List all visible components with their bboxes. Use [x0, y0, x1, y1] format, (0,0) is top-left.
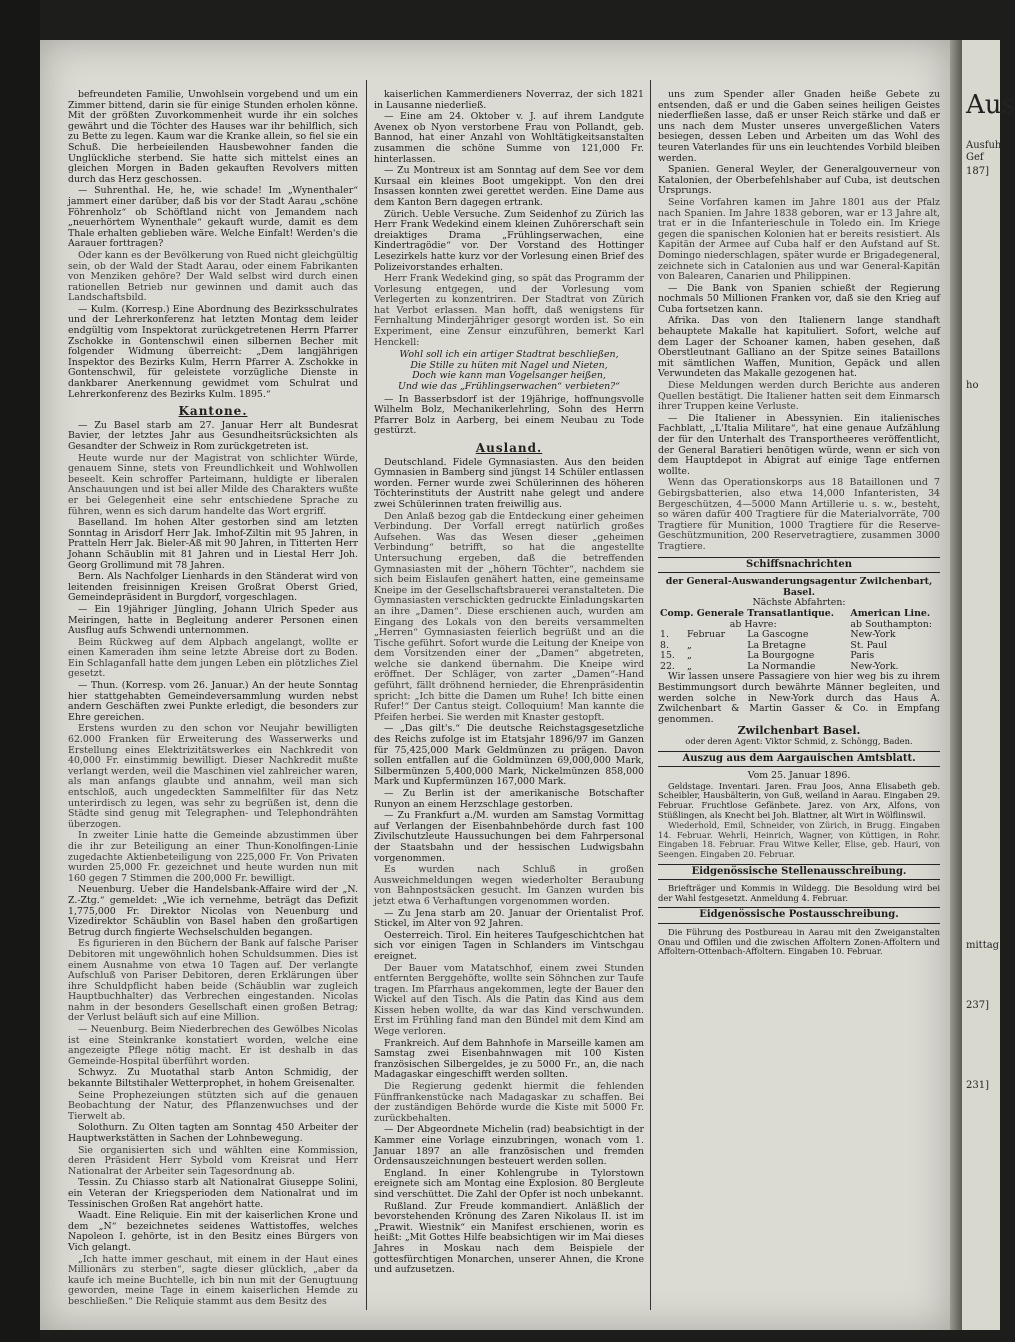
article-text: — Thun. (Korresp. vom 26. Januar.) An der heute Sonntag hier stattgehabten Gemeindeversammlung wurden nebst andern Geschäften zwei Punkte erledigt, die besonders zur Ehre gereichen. — [68, 680, 358, 723]
article-text: — Die Bank von Spanien schießt der Regierung nochmals 50 Millionen Franken vor, daß sie den Krieg auf Cuba fortsetzen kann. — [658, 282, 940, 315]
article-text: Heute wurde nur der Magistrat von schlichter Würde, genauem Sinne, stets von Freundlichkeit und Wohlwollen beseelt. Kein schroffer Parteimann, huldigte er liberalen Anschauungen und ist bei aller Milde des Charakters wußte er bei Gelegenheit eine sehr entschiedene Sprache zu führen, wenn es sich darum handelte das Wort ergriff. — [68, 452, 358, 517]
article-text: Bern. Als Nachfolger Lienhards in den Ständerat wird von leitenden freisinnigen Kreisen Großrat Oberst Gried, Gemeindepräsident in Burgdorf, vorgeschlagen. — [68, 571, 358, 604]
section-heading-kantone: Kantone. — [178, 404, 248, 419]
table-cell: La Gascogne — [747, 629, 809, 641]
post-text: Die Führung des Postbureau in Aarau mit den Zweiganstalten Onau und Offilen und die zwischen Affoltern Zonen-Affoltern und Affoltern-Ottenbach-Affoltern. Eingaben 10. Februar. — [658, 926, 940, 957]
article-text: Diese Meldungen werden durch Berichte aus anderen Quellen bestätigt. Die Italiener hatten seit dem Einmarsch ihrer Truppen keine Verluste. — [658, 380, 940, 413]
article-text: — Zu Basel starb am 27. Januar Herr alt Bundesrat Bavier, der letztes Jahr aus Gesundheitsrücksichten als Gesandter der Schweiz in Rom zurückgetreten ist. — [68, 419, 358, 452]
article-text: Baselland. Im hohen Alter gestorben sind am letzten Sonntag in Arisdorf Herr Jak. Imhof-Ziltin mit 95 Jahren, in Pratteln Herr Jak. Bieler-Aß mit 90 Jahren, in Titterten Herr Johann Schäublin mit 81 Jahren und in Liestal Herr Joh. Georg Grollimund mit 78 Jahren. — [68, 517, 358, 571]
article-text: Spanien. General Weyler, der Generalgouverneur von Katalonien, der Oberbefehlshaber auf Cuba, ist deutschen Ursprungs. — [658, 164, 940, 197]
page-fragment-text: 231] — [966, 1080, 989, 1091]
article-text: Tessin. Zu Chiasso starb alt Nationalrat Giuseppe Solini, ein Veteran der Kriegsperioden dem Nationalrat und im Tessinischen Großen Rat angehört hatte. — [68, 1177, 358, 1210]
article-text: Der Bauer vom Matatschhof, einem zwei Stunden entfernten Berggehöfte, wollte sein Söhnchen zur Taufe tragen. Im Pfarrhaus angekommen, legte der Bauer den Wickel auf den Tisch. Als die Patin das Kind aus dem Kissen heben wollte, da war das Kind verschwunden. Erst im Frühling fand man den Bündel mit dem Kind am Wege verloren. — [374, 962, 644, 1038]
shipping-footer: Zwilchenbart Basel. — [737, 724, 861, 738]
article-text: Seine Vorfahren kamen im Jahre 1801 aus der Pfalz nach Spanien. Im Jahre 1838 geboren, war er 13 Jahre alt, trat er in die Infanterieschule in Toledo ein. Im Kriege gegen die spanischen Kolonien hat er bereits resistiert. Als Kapitän der Armee auf Cuba half er den Aufstand auf St. Domingo niederschlagen, später wurde er Brigadegeneral, zeichnete sich in Catalonien aus und war General-Kapitän von Balearen, Canarien und Philippinen. — [658, 196, 940, 283]
newspaper-page — [40, 40, 950, 1330]
article-text: — In Basserbsdorf ist der 19jährige, hoffnungsvolle Wilhelm Bolz, Mechanikerlehrling, Sohn des Herrn Pfarrer Bolz in Aarberg, bei einem Neubau zu Tode gestürzt. — [374, 393, 644, 437]
page-fragment-text: mittag — [966, 940, 1000, 951]
article-text: — Ein 19jähriger Jüngling, Johann Ulrich Speder aus Meiringen, hatte in Begleitung anderer Personen einen Ausflug aufs Schwendi unternommen. — [68, 603, 358, 637]
article-text: Seine Prophezeiungen stützten sich auf die genauen Beobachtung der Natur, des Pflanzenwuchses und der Tierwelt ab. — [68, 1089, 358, 1122]
column-rule — [650, 80, 651, 1310]
article-text: — Der Abgeordnete Michelin (rad) beabsichtigt in der Kammer eine Vorlage einzubringen, wonach vom 1. Januar 1897 an alle französischen und fremden Ordensauszeichnungen besteuert werden sollen. — [374, 1124, 644, 1168]
article-text: Deutschland. Fidele Gymnasiasten. Aus den beiden Gymnasien in Bamberg sind jüngst 14 Schüler entlassen worden. Ferner wurde zwei Schülerinnen des höheren Töchterinstituts der Austritt nahe gelegt und andere zwei Schülerinnen traten freiwillig aus. — [374, 456, 644, 510]
column-rule — [366, 80, 367, 1310]
amtsblatt-text: Geldstage. Inventari. Jaren. Frau Joos, Anna Elisabeth geb. Scheibler, Hausbälterin, von Guß, weiland in Aarau. Eingaben 29. Februar. Fruchtlose Gefänbete. Jarez. von Arx, Alfons, von Stüßlingen, als Knecht bei Joh. Blattner, alt Wirt in Wölflinswil. — [658, 780, 940, 820]
adjacent-page-fragment — [962, 40, 1015, 1330]
article-text: — „Das gilt's.“ Die deutsche Reichstagsgesetzliche des Reichs zufolge ist im Etatsjahr 1896/97 im Ganzen für 75,425,000 Mark Geldmünzen zu prägen. Davon sollen entfallen auf die Goldmünzen 69,000,000 Mark, Silbermünzen 5,400,000 Mark, Nickelmünzen 858,000 Mark und Kupfermünzen 167,000 Mark. — [374, 723, 644, 788]
article-text: — Zu Berlin ist der amerikanische Botschafter Runyon an einem Herzschlage gestorben. — [374, 788, 644, 810]
article-text: Frankreich. Auf dem Bahnhofe in Marseille kamen am Samstag zwei Eisenbahnwagen mit 100 Kisten französischen Silbergeldes, je zu 5000 Fr., an, die nach Madagaskar eingeschifft werden sollten. — [374, 1037, 644, 1081]
table-cell: New-York. — [850, 660, 899, 672]
shipping-next-departures: Nächste Abfahrten: — [752, 597, 846, 609]
column-3 — [658, 90, 940, 1320]
column-2 — [374, 90, 644, 1320]
article-text: Schwyz. Zu Muotathal starb Anton Schmidig, der bekannte Biltstihaler Wetterprophet, in hohem Greisenalter. — [68, 1067, 358, 1090]
article-text: Es wurden nach Schluß in großen Ausweichmeldungen wegen wiederholter Beraubung von Bahnpostsäcken gesucht. Im Ganzen wurden bis jetzt etwa 6 Verhaftungen vorgenommen worden. — [374, 864, 644, 907]
article-text: — Die Italiener in Abessynien. Ein italienisches Fachblatt, „L'Italia Militare“, hat eine genaue Aufzählung der für den Unterhalt des Transportheeres veröffentlicht, der General Baratieri benötigen würde, wenn er sich von dem Hauptdepot in Abigrat auf einige Tage entfernen wollte. — [658, 412, 940, 477]
shipping-line: Comp. Generale Transatlantique. — [660, 607, 835, 619]
table-cell: La Normandie — [747, 660, 816, 672]
article-text: Oder kann es der Bevölkerung von Rued nicht gleichgültig sein, ob der Wald der Stadt Aarau, oder einem Fabrikanten von Menziken gehöre? Der Wald selbst wird durch einen rationellen Betrieb nur gewinnen und damit auch das Landschaftsbild. — [68, 249, 358, 304]
table-cell: St. Paul — [850, 639, 888, 651]
article-text: Wenn das Operationskorps aus 18 Bataillonen und 7 Gebirgsbatterien, also etwa 14,000 Infanteristen, 34 Bergeschützen, 4—5000 Mann Artillerie u. s. w., besteht, so wären dafür 400 Tragtiere für die Materialvorräte, 700 Tragtiere für Munition, 1000 Tragtiere für die Reserve-Geschützmunition, 200 Reservetragtiere, zusammen 3000 Tragtiere. — [658, 477, 940, 552]
page-fragment-text: Ausfuhr — [966, 140, 1007, 151]
amtsblatt-text: Wiederhold, Emil, Schneider, von Zürich, in Brugg. Eingaben 14. Februar. Wehrli, Heinrich, Wagner, von Küttigen, in Rohr. Eingaben 18. Februar. Frau Witwe Keller, Elise, geb. Hauri, von Seengen. Eingaben 20. Februar. — [658, 820, 940, 859]
shipping-port: ab Havre: — [729, 618, 777, 630]
poem-line: Und wie das „Frühlingserwachen“ verbieten?“ — [398, 381, 620, 393]
article-text: — Eine am 24. Oktober v. J. auf ihrem Landgute Avenex ob Nyon verstorbene Frau von Pollandt, geb. Bannod, hat einer Anzahl von Wohltätigkeitsanstalten zusammen die schöne Summe von 121,000 Fr. hinterlassen. — [374, 111, 644, 165]
table-cell: La Bourgogne — [747, 650, 815, 662]
poem-line: Die Stille zu hüten mit Nagel und Nieten, — [410, 359, 608, 371]
section-heading-ausland: Ausland. — [475, 441, 543, 455]
shipping-notice-title: Schiffsnachrichten — [658, 557, 940, 574]
column-1 — [68, 90, 358, 1320]
scan-border — [0, 0, 40, 1342]
page-fragment-text: 237] — [966, 1000, 989, 1011]
table-cell: 8. — [660, 639, 669, 651]
table-cell: La Bretagne — [747, 639, 806, 651]
article-text: Den Anlaß bezog gab die Entdeckung einer geheimen Verbindung. Der Vorfall erregt natürlich großes Aufsehen. Was das Wesen dieser „geheimen Verbindung“ betrifft, so hat die angestellte Untersuchung ergeben, daß die betreffenden Gymnasiasten mit der „höhern Töchter“, nachdem sie sich beim Eislaufen genähert hatten, eine gemeinsame Kneipe im der Gesellschaftsbrauerei veranstalteten. Die Gymnasiasten verschickten gedruckte Einladungskarten an ihre „Damen“. Diese erschienen auch, wurden am Eingang des Lokals von den bereits versammelten „Herren“ Gymnasiasten feierlich begrüßt und an die Tische geführt. Sofort wurde die Leitung der Kneipe von dem Vorsitzenden einer der „Damen“ abgetreten, welche sie dankend übernahm. Die Kneipe wird eröffnet. Der Schläger, von zarter „Damen“-Hand geführt, fällt dröhnend hernieder, die Ehrenpräsidentin spricht: „Ich bitte die Damen um Ruhe! Ich bitte einen Rufer!“ Der Cantus steigt. Colloquium! Man kannte die Pfeifen herbei. Sie werden mit Knaster gestopft. — [374, 510, 644, 723]
amtsblatt-date: Vom 25. Januar 1896. — [747, 770, 851, 782]
stellen-title: Eidgenössische Stellenausschreibung. — [658, 864, 940, 881]
article-text: — Zu Jena starb am 20. Januar der Orientalist Prof. Stickel, im Alter von 92 Jahren. — [374, 907, 644, 930]
article-text: Neuenburg. Ueber die Handelsbank-Affaire wird der „N. Z.-Ztg.“ gemeldet: „Wie ich vernehme, beträgt das Defizit 1,775,000 Fr. Direktor Nicolas von Neuenburg und Vizedirektor Schäublin von Basel haben den großartigen Betrug durch fingierte Wechselschulden begangen. — [68, 884, 358, 938]
article-text: kaiserlichen Kammerdieners Noverraz, der sich 1821 in Lausanne niederließ. — [374, 89, 644, 111]
page-fragment-text: 187] — [966, 166, 989, 177]
table-cell: New-York — [850, 629, 896, 641]
shipping-agent: oder deren Agent: Viktor Schmid, z. Schöngg, Baden. — [685, 736, 913, 747]
table-cell: 22. — [660, 660, 675, 672]
table-cell: „ — [687, 639, 692, 651]
article-text: uns zum Spender aller Gnaden heiße Gebete zu entsenden, daß er und die Gaben seines heiligen Geistes niederfließen lasse, daß er unser Reich stärke und daß er uns nach dem Muster unseres unvergeßlichen Vaters besiegen, dessen Leben und Arbeiten um das Wohl des teuren Vaterlandes für uns ein leuchtendes Vorbild bleiben werden. — [658, 89, 940, 164]
article-text: — Zu Frankfurt a./M. wurden am Samstag Vormittag auf Verlangen der Eisenbahnbehörde durch fast 100 Zivilschutzleute Haussuchungen bei dem Fahrpersonal der Staatsbahn und der hessischen Ludwigsbahn vorgenommen. — [374, 810, 644, 864]
article-text: Die Regierung gedenkt hiermit die fehlenden Fünffrankenstücke nach Madagaskar zu schaffen. Bei der zuständigen Behörde wurde die Kiste mit 5000 Fr. zurückbehalten. — [374, 1081, 644, 1124]
table-cell: 15. — [660, 650, 675, 662]
article-text: Sie organisierten sich und wählten eine Kommission, deren Präsident Herr Sybold vom Kreisrat und Herr Nationalrat der Arbeiter sein Tagesordnung ab. — [68, 1144, 358, 1177]
shipping-line: American Line. — [850, 607, 931, 619]
article-text: Beim Rückweg auf dem Alpbach angelangt, wollte er einen Kameraden ihm seine letzte Abreise dort zu Boden. Ein Schlaganfall hatte dem jungen Leben ein plötzliches Ziel gesetzt. — [68, 636, 358, 680]
article-text: Oesterreich. Tirol. Ein heiteres Taufgeschichtchen hat sich vor einigen Tagen in Schlanders im Vintschgau ereignet. — [374, 929, 644, 962]
shipping-table — [658, 609, 940, 673]
page-edge — [950, 40, 962, 1330]
article-text: Es figurieren in den Büchern der Bank auf falsche Pariser Debitoren mit ungewöhnlich hohen Schuldsummen. Dies ist einem Ausnahme von etwa 10 Tagen auf. Der verlangte Aufschluß von Pariser Debitoren, deren Erklärungen über ihre Schuldpflicht haben beide (Schäublin war zugleich Hauptbuchhalter) das Verbrechen eingestanden. Nicolas nahm in der besonders Gesellschaft einen großen Betrag; der Verlust beläuft sich auf eine Million. — [68, 938, 358, 1024]
table-cell: Paris — [850, 650, 875, 662]
article-text: Afrika. Das von den Italienern lange standhaft behauptete Makalle hat kapituliert. Sofort, welche auf dem Lager der Schoaner kamen, haben gesehen, daß Oberstleutnant Galliano an der Spitze seines Bataillons mit sämtlichen Waffen, Munition, Gepäck und allen Verwundeten das Makalle gezogenen hat. — [658, 315, 940, 380]
shipping-note: Wir lassen unsere Passagiere von hier weg bis zu ihrem Bestimmungsort durch bewährte Männer begleiten, und werden solche in New-York durch das Haus A. Zwilchenbart & Martin Gasser & Co. in Empfang genommen. — [658, 671, 940, 725]
table-cell: „ — [687, 660, 692, 672]
table-cell: Februar — [687, 629, 726, 641]
poem — [374, 350, 644, 392]
shipping-port: ab Southampton: — [850, 618, 932, 630]
table-cell: „ — [687, 650, 692, 662]
article-text: — Suhrenthal. He, he, wie schade! Im „Wynenthaler“ jammert einer darüber, daß bis vor der Stadt Aarau „schöne Föhrenholz“ ob Schöftland nicht von Jemandem nach „neuerhörtem Wynenthale“ gekauft wurde, damit es dem Thale erhalten geblieben wäre. Welche Einfalt! Werden's die Aarauer forttragen? — [68, 185, 358, 250]
article-text: Waadt. Eine Reliquie. Ein mit der kaiserlichen Krone und dem „N“ bezeichnetes seidenes Wattistoffes, welches Napoleon I. gehörte, ist in den Besitz eines Bürgers von Vich gelangt. — [68, 1210, 358, 1253]
page-fragment-text: ho — [966, 380, 979, 391]
article-text: Herr Frank Wedekind ging, so spät das Programm der Vorlesung entgegen, und der Vorlesung vom Verlegerten zu konzentriren. Der Stadtrat von Zürich hat Verbot erlassen. Man hofft, daß wenigstens für Fernhaltung Minderjähriger gesorgt worden ist. So ein Experiment, eine Zensur einzuführen, bemerkt Karl Henckell: — [374, 273, 644, 348]
shipping-agency: der General-Auswanderungsagentur Zwilchenbart, Basel. — [665, 576, 933, 598]
poem-line: Doch wie kann man Vogelsanger heißen, — [412, 370, 606, 382]
page-fragment-text: Gef — [966, 152, 984, 163]
page-fragment-text: Aus — [966, 90, 1015, 120]
amtsblatt-title: Auszug aus dem Aargauischen Amtsblatt. — [658, 751, 940, 768]
table-cell: 1. — [660, 629, 669, 641]
article-text: Erstens wurden zu den schon vor Neujahr bewilligten 62.000 Franken für Erweiterung des Wasserwerks und Erstellung eines Elektrizitätswerkes ein Nachkredit von 40,000 Fr. einstimmig bewilligt. Dieser Nachkredit mußte verlangt werden, weil die Maschinen viel zahlreicher waren, als man anfangs glaubte und annahm, weil man sich entschloß, auch ungedeckten Sammelfilter für das Netz unterirdisch zu legen, was sehr zu begrüßen ist, denn die Städte sind genug mit Telegraphen- und Telephondrähten überzogen. — [68, 723, 358, 830]
article-text: England. In einer Kohlengrube in Tylorstown ereignete sich am Montag eine Explosion. 80 Bergleute sind verschüttet. Die Zahl der Opfer ist noch unbekannt. — [374, 1167, 644, 1200]
poem-line: Wohl soll ich ein artiger Stadtrat beschließen, — [399, 349, 619, 361]
article-text: In zweiter Linie hatte die Gemeinde abzustimmen über die ihr zur Beteiligung an einer Thun-Konolfingen-Linie zugedachte Aktienbeteiligung von 225,000 Fr. Von Privaten wurden 25,000 Fr. gezeichnet und heute wurden nun mit 160 gegen 7 Stimmen die 200,000 Fr. bewilligt. — [68, 830, 358, 884]
article-text: — Kulm. (Korresp.) Eine Abordnung des Bezirksschulrates und der Lehrerkonferenz hat letzten Montag dem leider endgültig vom Inspektorat zurückgetretenen Herrn Pfarrer Zschokke in Gontenschwil einen silbernen Becher mit folgender Widmung überreicht: „Dem langjährigen Inspektor des Bezirks Kulm, Herrn Pfarrer A. Zschokke in Gontenschwil, für geleistete vorzügliche Dienste in dankbarer Anerkennung gewidmet vom Schulrat und Lehrerkonferenz des Bezirks Kulm. 1895.“ — [68, 303, 358, 400]
article-text: — Zu Montreux ist am Sonntag auf dem See vor dem Kursaal ein kleines Boot umgekippt. Von den drei Insassen konnten zwei gerettet werden. Eine Dame aus dem Kanton Bern dagegen ertrank. — [374, 165, 644, 208]
article-text: Rußland. Zur Freude kommandiert. Anläßlich der bevorstehenden Krönung des Zaren Nikolaus II. ist im „Prawit. Wiestnik“ ein Manifest erschienen, worin es heißt: „Mit Gottes Hilfe beabsichtigen wir im Mai dieses Jahres in Moskau nach dem Beispiele der gottesfürchtigen Monarchen, unserer Ahnen, die Krone und aufzusetzen. — [374, 1200, 644, 1276]
article-text: befreundeten Familie, Unwohlsein vorgebend und um ein Zimmer bittend, darin sie für einige Stunden erholen könne. Mit der größten Zuvorkommenheit wurde ihr ein solches gewährt und die Töchter des Hauses war ihr behilflich, sich zu Bette zu legen. Kaum war die Kranke allein, so fiel sie ein Schuß. Die herbeieilenden Hausbewohner fanden die Unglückliche sterbend. Sie hatte sich mittelst eines an gleichen Morgen in Baden gekauften Revolvers mitten durch das Herz geschossen. — [68, 89, 358, 185]
article-text: Solothurn. Zu Olten tagten am Sonntag 450 Arbeiter der Hauptwerkstätten in Sachen der Lohnbewegung. — [68, 1122, 358, 1144]
article-text: „Ich hatte immer geschaut, mit einem in der Haut eines Millionärs zu sterben“, sagte dieser glücklich, „aber da kaufe ich meine Buchtelle, ich bin nun mit der Genugtuung geworden, meine Tage in einem kaiserlichen Hemde zu beschließen.“ Die Reliquie stammt aus dem Besitz des — [68, 1253, 358, 1307]
post-title: Eidgenössische Postausschreibung. — [658, 907, 940, 924]
article-text: — Neuenburg. Beim Niederbrechen des Gewölbes Nicolas ist eine Steinkranke konstatiert worden, welche eine angezeigte Pflege nötig macht. Er ist deshalb in das Gemeinde-Hospital überführt worden. — [68, 1024, 358, 1067]
article-text: Zürich. Ueble Versuche. Zum Seidenhof zu Zürich las Herr Frank Wedekind einem kleinen Zuhörerschaft sein dreiaktiges Drama „Frühlingserwachen, eine Kindertragödie“ vor. Der Vorstand des Hottinger Lesezirkels hatte kurz vor der Vorlesung einen Brief des Polizeivorstandes erhalten. — [374, 208, 644, 273]
stellen-text: Briefträger und Kommis in Wildegg. Die Besoldung wird bei der Wahl festgesetzt. Anmeldung 4. Februar. — [658, 883, 940, 903]
